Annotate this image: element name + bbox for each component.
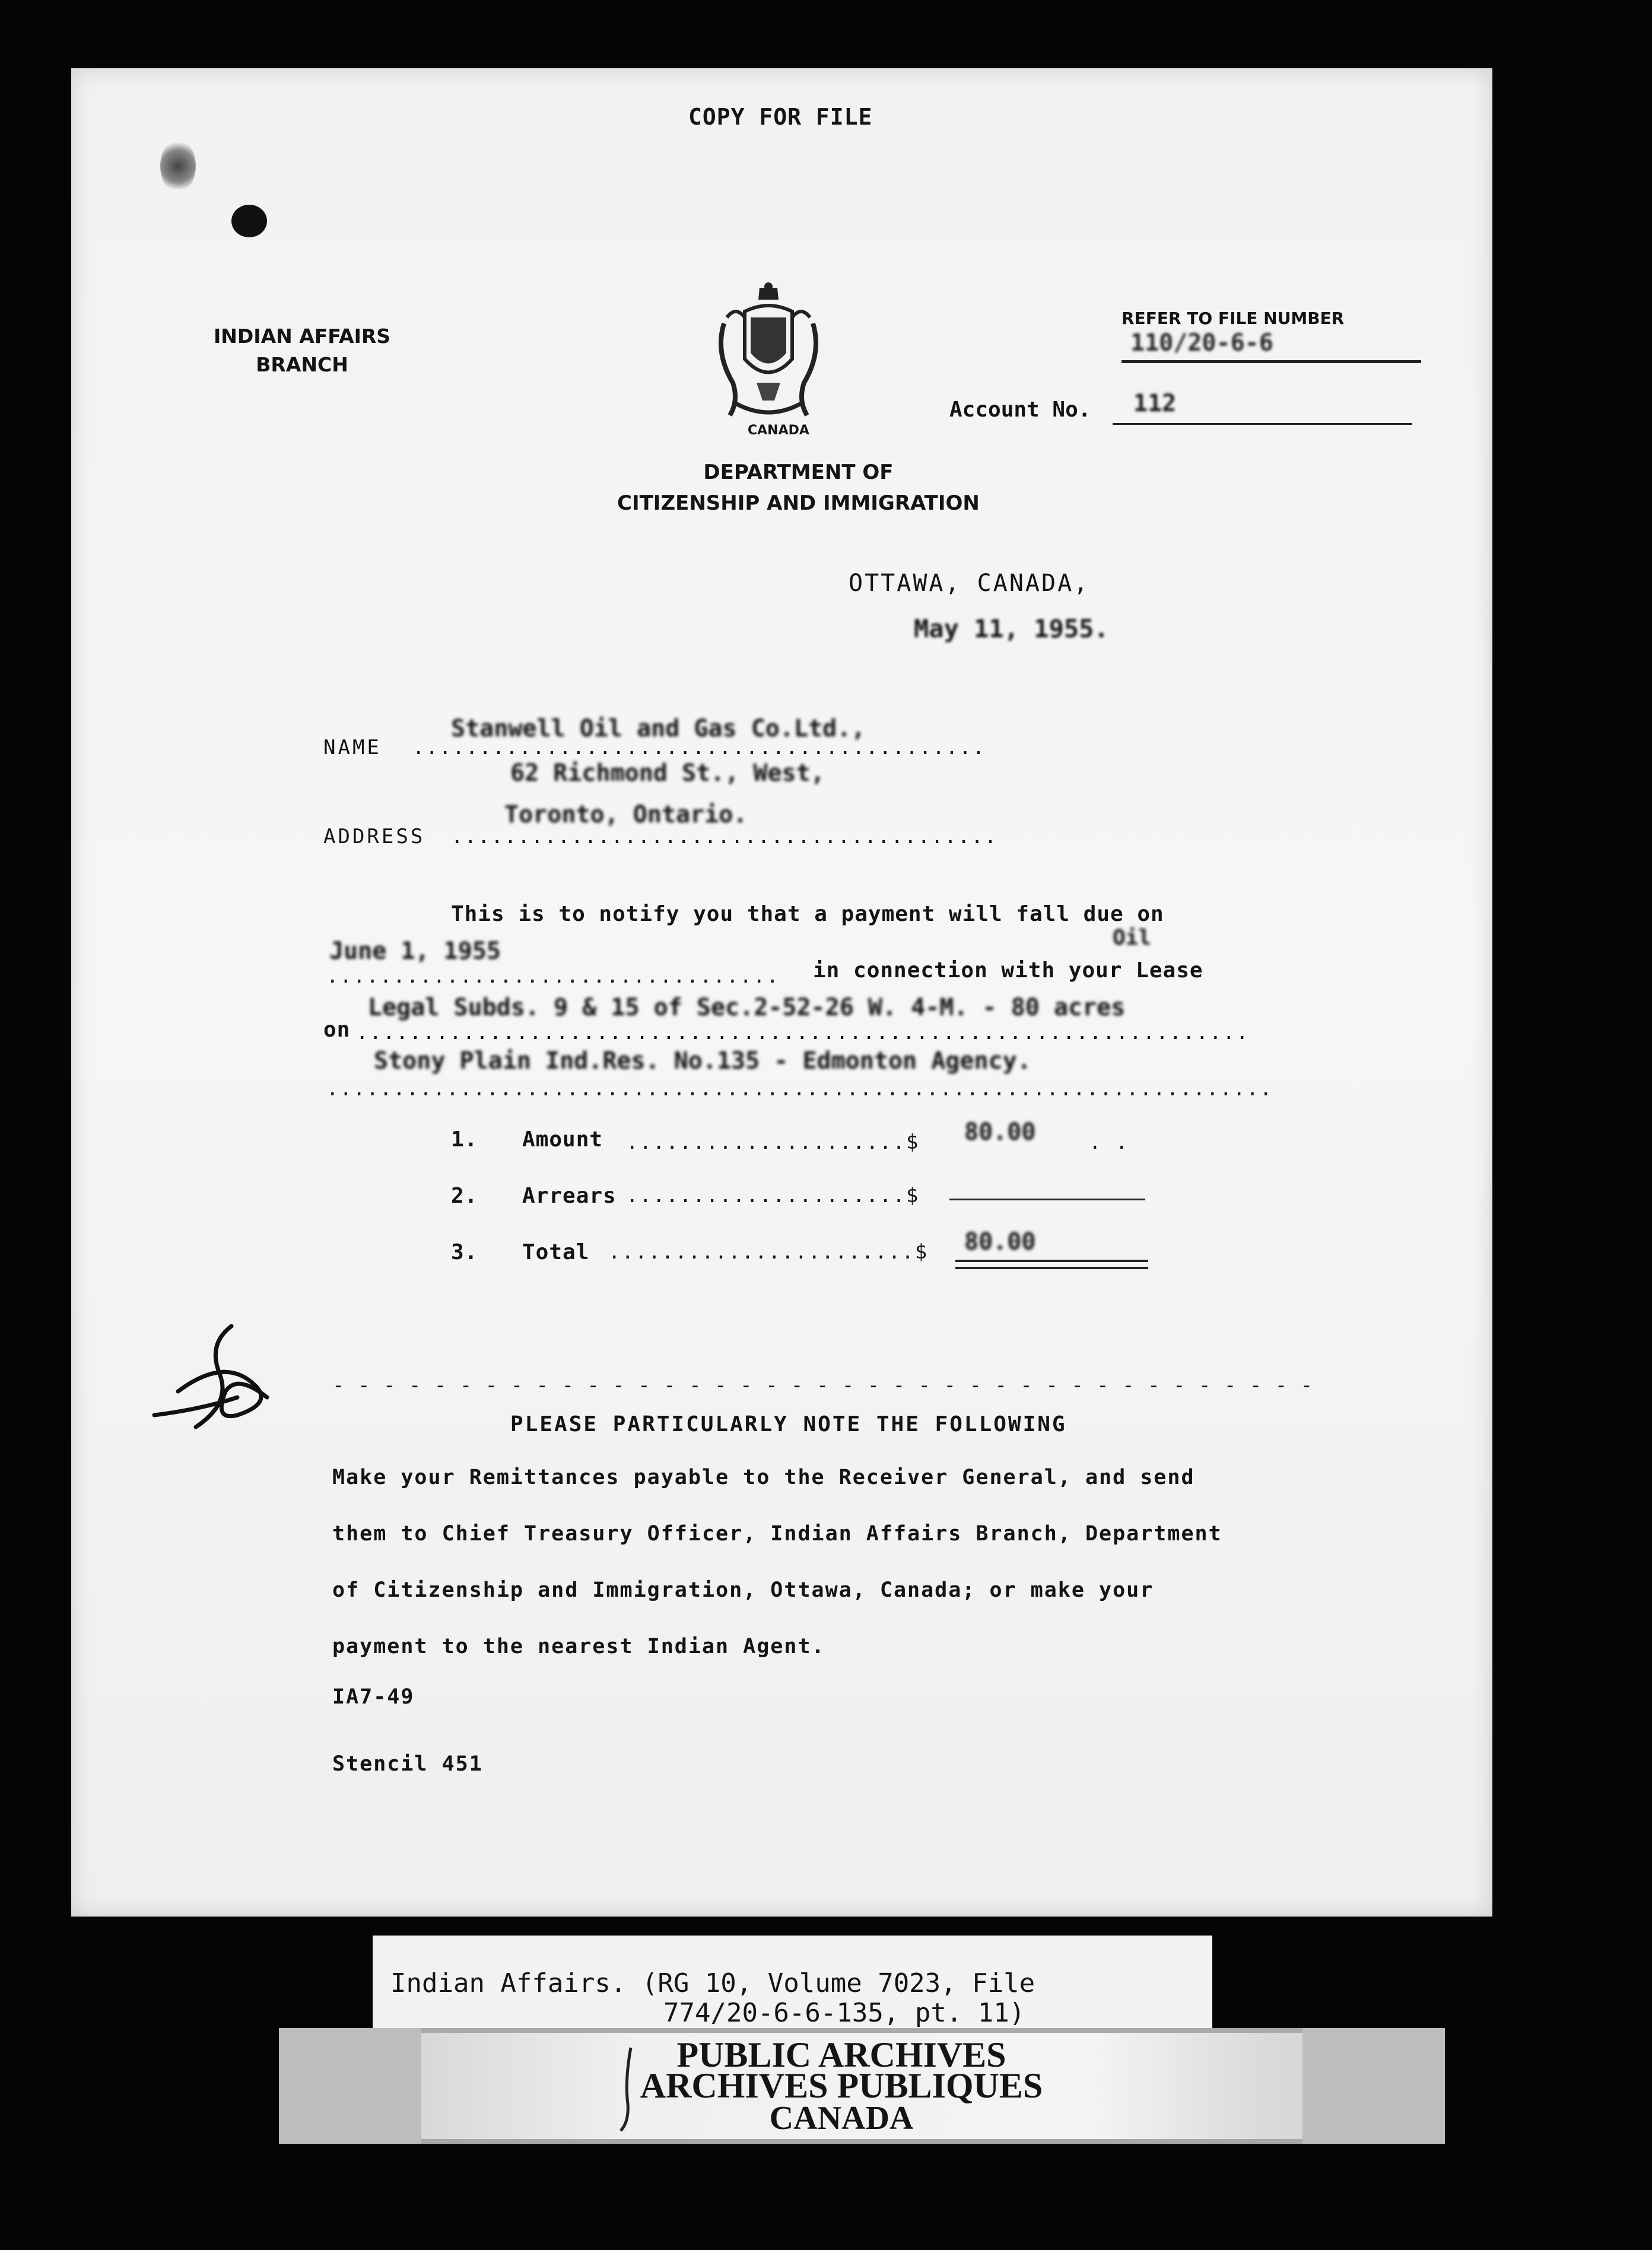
on-label: on [323, 1018, 351, 1042]
remittance-para-line3: of Citizenship and Immigration, Ottawa, Canada; or make your [332, 1578, 1154, 1602]
address-line1: 62 Richmond St., West, [510, 759, 825, 787]
branch-line2: BRANCH [256, 353, 348, 376]
coat-of-arms-icon [712, 282, 825, 424]
address-line2: Toronto, Ontario. [504, 801, 748, 828]
copy-for-file-label: COPY FOR FILE [688, 104, 873, 130]
crest-caption: CANADA [748, 423, 809, 438]
arrears-underline [949, 1199, 1145, 1200]
payment-label-arrears: Arrears [522, 1184, 617, 1208]
payment-label-total: Total [522, 1240, 590, 1264]
total-dotted-line: .......................$ [608, 1240, 929, 1264]
form-code: IA7-49 [332, 1685, 415, 1709]
arrears-dotted-line: .....................$ [626, 1184, 920, 1207]
remittance-para-line4: payment to the nearest Indian Agent. [332, 1635, 825, 1658]
amount-value: 80.00 [964, 1118, 1036, 1146]
due-date: June 1, 1955 [329, 938, 501, 965]
branch-name [214, 322, 390, 379]
archive-stamp-line2: ARCHIVES PUBLIQUES [640, 2066, 1043, 2105]
letter-date: May 11, 1955. [914, 614, 1109, 643]
address-dotted-line: ......................................... [451, 825, 998, 848]
dept-line2: CITIZENSHIP AND IMMIGRATION [617, 491, 980, 515]
address-label: ADDRESS [323, 825, 425, 848]
stamp-left-tab [279, 2028, 421, 2144]
department-name [617, 457, 980, 519]
archive-reference-line1: Indian Affairs. (RG 10, Volume 7023, File [390, 1968, 1035, 1998]
name-label: NAME [323, 736, 382, 759]
total-double-underline [955, 1260, 1148, 1269]
file-number-underline [1122, 360, 1421, 363]
file-number: 110/20-6-6 [1130, 329, 1273, 357]
branch-line1: INDIAN AFFAIRS [214, 325, 391, 348]
remittance-para-line1: Make your Remittances payable to the Receiver General, and send [332, 1466, 1195, 1489]
payment-label-amount: Amount [522, 1127, 603, 1152]
account-number: 112 [1133, 390, 1177, 417]
lease-dotted-line2: ....................................................................... [326, 1077, 1273, 1101]
dept-line1: DEPARTMENT OF [703, 460, 894, 484]
refer-to-file-label: REFER TO FILE NUMBER [1122, 309, 1345, 328]
payment-num-2: 2. [451, 1184, 478, 1208]
document-page [71, 68, 1492, 1917]
archive-reference-label [373, 1936, 1212, 2042]
connection-text: in connection with your Lease [813, 958, 1203, 983]
archive-stamp-line3: CANADA [769, 2100, 914, 2137]
archive-stamp-line1: PUBLIC ARCHIVES [676, 2035, 1006, 2074]
note-heading: PLEASE PARTICULARLY NOTE THE FOLLOWING [510, 1412, 1067, 1437]
stamp-right-tab [1302, 2028, 1445, 2144]
addressee-name: Stanwell Oil and Gas Co.Ltd., [451, 715, 866, 742]
lease-dotted-line1: ................................................................... [356, 1021, 1250, 1044]
account-underline [1113, 423, 1412, 425]
archive-stamp [279, 2028, 1445, 2144]
payment-num-1: 1. [451, 1127, 478, 1152]
payment-num-3: 3. [451, 1240, 478, 1264]
total-value: 80.00 [964, 1228, 1036, 1256]
lease-description-line2: Stony Plain Ind.Res. No.135 - Edmonton Agency. [374, 1047, 1031, 1075]
handwritten-initials [119, 1320, 309, 1451]
stencil-number: Stencil 451 [332, 1752, 483, 1776]
place-line: OTTAWA, CANADA, [849, 570, 1090, 597]
account-label: Account No. [949, 398, 1091, 422]
ink-blot [160, 139, 196, 193]
name-dotted-line: ........................................... [412, 736, 986, 759]
notice-intro: This is to notify you that a payment will fall due on [451, 902, 1164, 926]
amount-dotted-line: .....................$ [626, 1130, 920, 1154]
hole-punch-mark [231, 205, 267, 237]
amount-trailing-dots: . . [1089, 1130, 1129, 1154]
due-date-dotted-line: .................................. [326, 964, 780, 988]
lease-type: Oil [1113, 926, 1152, 950]
remittance-para-line2: them to Chief Treasury Officer, Indian Affairs Branch, Department [332, 1522, 1222, 1546]
lease-description-line1: Legal Subds. 9 & 15 of Sec.2-52-26 W. 4-M. - 80 acres [368, 994, 1126, 1021]
archive-reference-line2: 774/20-6-6-135, pt. 11) [663, 1998, 1025, 2028]
separator-line: - - - - - - - - - - - - - - - - - - - - - - - - - - - - - - - - - - - - - - - [332, 1374, 1314, 1397]
